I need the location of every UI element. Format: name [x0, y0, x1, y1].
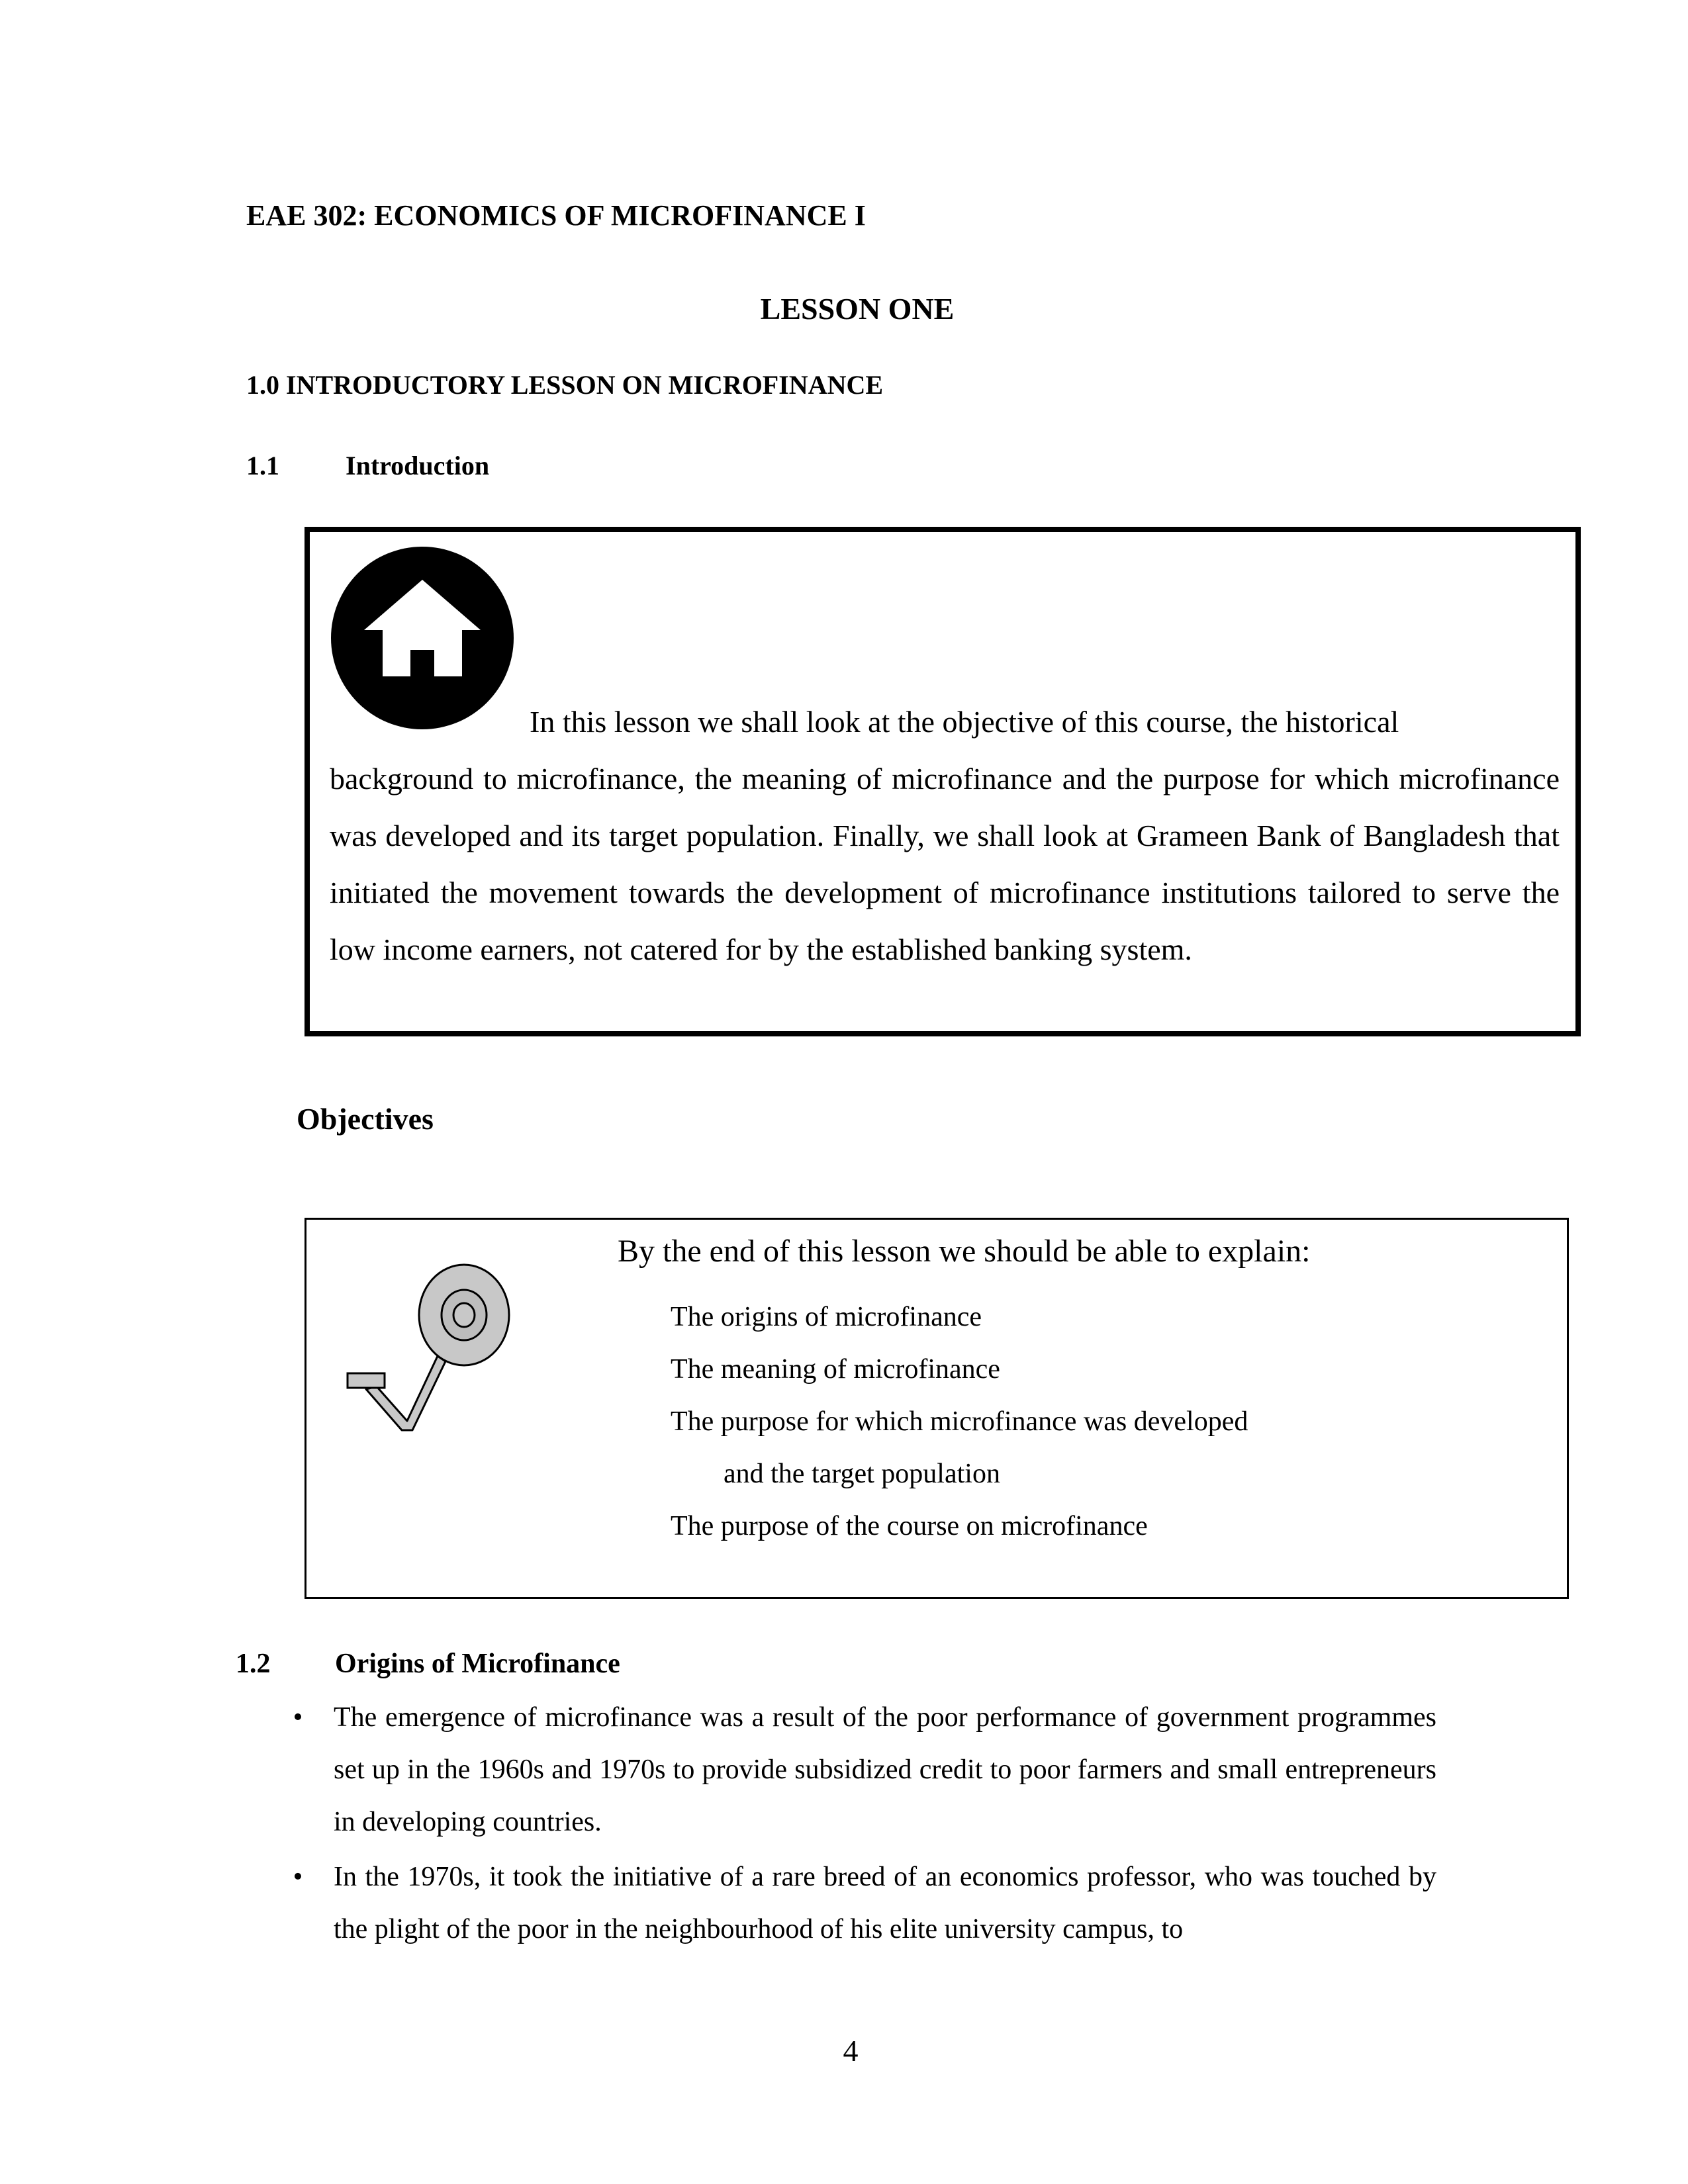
objectives-intro: By the end of this lesson we should be able to explain: — [618, 1234, 1311, 1269]
bullet-icon: • — [293, 1702, 303, 1733]
course-title: EAE 302: ECONOMICS OF MICROFINANCE I — [246, 199, 866, 232]
objectives-heading: Objectives — [297, 1102, 434, 1136]
bullet-item — [285, 1692, 1436, 1848]
objective-item — [671, 1396, 1248, 1500]
introduction-body: background to microfinance, the meaning of microfinance and the purpose for which microfinance was developed and its target population. Finally, we shall look at Grameen Bank of Bangladesh that initiated the movement towards the development of microfinance institutions tailored to serve the low income earners, not catered for by the established banking system. — [330, 762, 1560, 966]
objective-continuation: and the target population — [724, 1459, 1000, 1489]
objective-item — [671, 1291, 1248, 1343]
bullet-icon: • — [293, 1862, 303, 1892]
introduction-box — [305, 527, 1581, 1036]
objectives-list — [671, 1291, 1248, 1553]
bullet-text: The emergence of microfinance was a result of the poor performance of government programmes set up in the 1960s and 1970s to provide subsidized credit to poor farmers and small entrepreneurs in developing countries. — [334, 1702, 1436, 1837]
section-heading-1-2 — [236, 1648, 620, 1680]
pointer-icon — [346, 1263, 518, 1435]
section-title: Introduction — [346, 451, 490, 480]
section-number: 1.1 — [246, 451, 279, 480]
section-heading-1-0: 1.0 INTRODUCTORY LESSON ON MICROFINANCE — [246, 370, 884, 400]
introduction-text — [330, 694, 1560, 978]
page-number: 4 — [843, 2034, 859, 2068]
section-title: Origins of Microfinance — [335, 1649, 620, 1679]
objectives-box — [305, 1218, 1569, 1599]
objective-item — [671, 1500, 1248, 1553]
origins-bullet-list — [285, 1692, 1436, 1958]
objective-text: The meaning of microfinance — [671, 1354, 1000, 1385]
bullet-text: In the 1970s, it took the initiative of a rare breed of an economics professor, who was touched by the plight of the poor in the neighbourhood of his elite university campus, to — [334, 1862, 1436, 1944]
objective-text: The purpose for which microfinance was developed — [671, 1406, 1248, 1437]
bullet-item — [285, 1851, 1436, 1956]
objective-text: The origins of microfinance — [671, 1302, 982, 1332]
section-heading-1-1 — [246, 450, 489, 481]
lesson-title: LESSON ONE — [760, 292, 955, 326]
introduction-first-line: In this lesson we shall look at the objective of this course, the historical — [530, 705, 1399, 739]
objective-item — [671, 1343, 1248, 1396]
section-number: 1.2 — [236, 1649, 271, 1679]
objective-text: The purpose of the course on microfinance — [671, 1511, 1148, 1541]
